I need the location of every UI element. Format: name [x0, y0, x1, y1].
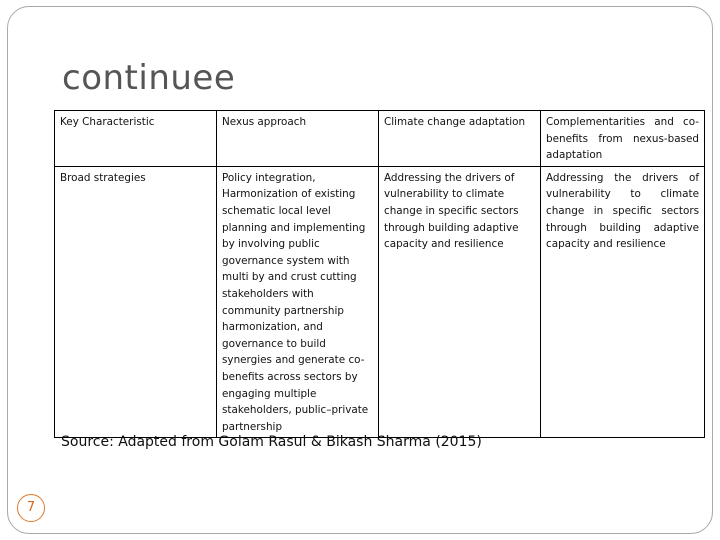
header-nexus-approach: Nexus approach [217, 111, 379, 167]
cell-broad-strategies: Broad strategies [55, 166, 217, 438]
page-number-badge: 7 [17, 494, 45, 522]
source-citation: Source: Adapted from Golam Rasul & Bikash Sharma (2015) [61, 434, 482, 450]
comparison-table [54, 110, 705, 438]
cell-nexus-approach: Policy integration, Harmonization of existing schematic local level planning and implementing by involving public governance system with multi by and crust cutting stakeholders with community partnership harmonization, and governance to build synergies and generate co-benefits across sectors by engaging multiple stakeholders, public–private partnership [217, 166, 379, 438]
table-header-row [55, 111, 705, 167]
cell-climate-change-adaptation: Addressing the drivers of vulnerability to climate change in specific sectors through building adaptive capacity and resilience [379, 166, 541, 438]
header-complementarities: Complementarities and co-benefits from nexus-based adaptation [541, 111, 705, 167]
slide-title: continuee [62, 58, 236, 98]
cell-complementarities: Addressing the drivers of vulnerability to climate change in specific sectors through building adaptive capacity and resilience [541, 166, 705, 438]
header-climate-change-adaptation: Climate change adaptation [379, 111, 541, 167]
table-row [55, 166, 705, 438]
header-key-characteristic: Key Characteristic [55, 111, 217, 167]
